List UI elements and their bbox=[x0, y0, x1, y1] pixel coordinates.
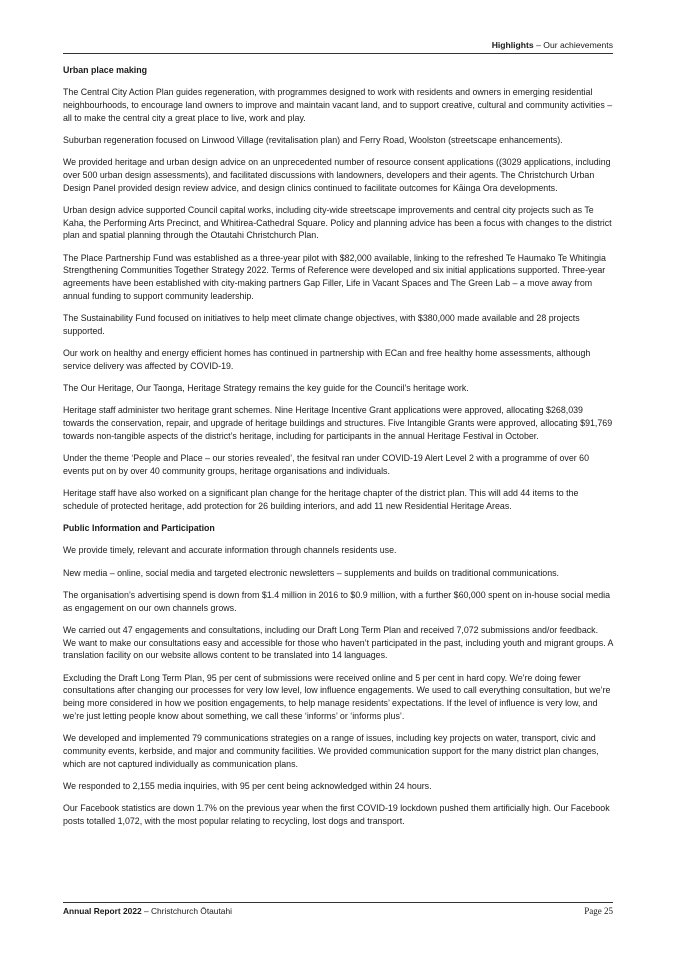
body-paragraph: We responded to 2,155 media inquiries, with 95 per cent being acknowledged within 24 hours. bbox=[63, 780, 432, 791]
body-paragraph: Heritage staff have also worked on a significant plan change for the heritage chapter of the district plan. This will add 44 items to the schedule of protected heritage, add protection for 26 building interiors, and add 11 new Residential Heritage Areas. bbox=[63, 488, 579, 511]
running-footer bbox=[63, 906, 232, 916]
section-heading: Urban place making bbox=[63, 65, 148, 75]
footer-report-title: Annual Report 2022 bbox=[63, 906, 142, 916]
body-paragraph: Urban design advice supported Council capital works, including city-wide streetscape improvements and central city projects such as Te Kaha, the Performing Arts Precinct, and Whitirea-Cathedral Square. Policy and planning advice has been a focus with changes to the district plan and spatial planning through the Otautahi Christchurch Plan. bbox=[63, 205, 612, 241]
body-paragraph: Our work on healthy and energy efficient homes has continued in partnership with ECan and free healthy home assessments, although service delivery was affected by COVID-19. bbox=[63, 348, 591, 371]
header-subsection: – Our achievements bbox=[533, 40, 613, 50]
footer-divider bbox=[63, 902, 613, 903]
body-paragraph: Heritage staff administer two heritage grant schemes. Nine Heritage Incentive Grant applications were approved, allocating $268,039 towards the conservation, repair, and upgrade of heritage buildings and structures. Five Intangible Grants were approved, allocating $91,769 towards non-tangible aspects of the district’s heritage, including for participants in the annual Heritage Festival in October. bbox=[63, 405, 613, 441]
body-paragraph: We developed and implemented 79 communications strategies on a range of issues, including key projects on water, transport, civic and community events, kerbside, and major and community facilities. We provided communication support for the many district plan changes, which are not captured individually as communication plans. bbox=[63, 733, 599, 769]
header-divider bbox=[63, 53, 613, 54]
section-heading: Public Information and Participation bbox=[63, 523, 215, 534]
body-paragraph: Under the theme ‘People and Place – our stories revealed’, the fesitval ran under COVID-19 Alert Level 2 with a programme of over 60 events put on by over 40 community groups, heritage organisations and individuals. bbox=[63, 453, 589, 476]
body-paragraph: Our Facebook statistics are down 1.7% on the previous year when the first COVID-19 lockdown pushed them artificially high. Our Facebook posts totalled 1,072, with the most popular relating to recycling, lost dogs and transport. bbox=[63, 803, 610, 826]
body-paragraph: New media – online, social media and targeted electronic newsletters – supplements and builds on traditional communications. bbox=[63, 567, 560, 578]
body-paragraph: We provided heritage and urban design advice on an unprecedented number of resource consent applications ((3029 applications, including over 500 urban design assessments), and facilitated discussions with landowners, developers and their agents. The Christchurch Urban Design Panel provided design review advice, and design clinics continued to facilitate outcomes for Kāinga Ora developments. bbox=[63, 157, 611, 193]
body-paragraph: Excluding the Draft Long Term Plan, 95 per cent of submissions were received online and 5 per cent in hard copy. We’re doing fewer consultations after changing our processes for very low level, low influence engagements. We used to call everything consultation, but we’re being more considered in how we position engagements, to help manage residents’ expectations. If the level of influence is very low, and we’re just letting people know about something, we call these ‘informs’ or ‘informs plus’. bbox=[63, 672, 611, 721]
body-paragraph: The Place Partnership Fund was established as a three-year pilot with $82,000 available, linking to the refreshed Te Haumako Te Whitingia Strengthening Communities Together Strategy 2022. Terms of Reference were developed and six initial applications supported. Three-year agreements have been established with city-making partners Gap Filler, Life in Vacant Spaces and The Green Lab – a move away from annual funding to support community leadership. bbox=[63, 252, 606, 301]
body-paragraph: Suburban regeneration focused on Linwood Village (revitalisation plan) and Ferry Road, Woolston (streetscape enhancements). bbox=[63, 135, 563, 145]
body-paragraph: We carried out 47 engagements and consultations, including our Draft Long Term Plan and received 7,072 submissions and/or feedback. We want to make our consultations easy and accessible for those who haven’t participated in the past, including youth and migrant groups. A translation facility on our website allows content to be translated into 14 languages. bbox=[63, 625, 613, 661]
header-section: Highlights bbox=[491, 40, 534, 50]
body-paragraph: We provide timely, relevant and accurate information through channels residents use. bbox=[63, 545, 397, 556]
body-paragraph: The Our Heritage, Our Taonga, Heritage Strategy remains the key guide for the Council’s heritage work. bbox=[63, 383, 469, 394]
body-paragraph: The Sustainability Fund focused on initiatives to help meet climate change objectives, with $380,000 made available and 28 projects supported. bbox=[63, 313, 580, 336]
body-paragraph: The Central City Action Plan guides regeneration, with programmes designed to work with residents and owners in emerging residential neighbourhoods, to encourage land owners to improve and maintain vacant land, and to support creative, cultural and community activities – all to make the central city a great place to live, work and play. bbox=[63, 87, 613, 123]
page-body bbox=[63, 64, 613, 837]
body-paragraph: The organisation’s advertising spend is down from $1.4 million in 2016 to $0.9 million, with a further $60,000 spent on in-house social media as engagement on our own channels grows. bbox=[63, 590, 610, 613]
running-header bbox=[492, 40, 613, 50]
footer-report-subtitle: – Christchurch Ōtautahi bbox=[141, 906, 232, 916]
page-number: Page 25 bbox=[584, 906, 613, 916]
